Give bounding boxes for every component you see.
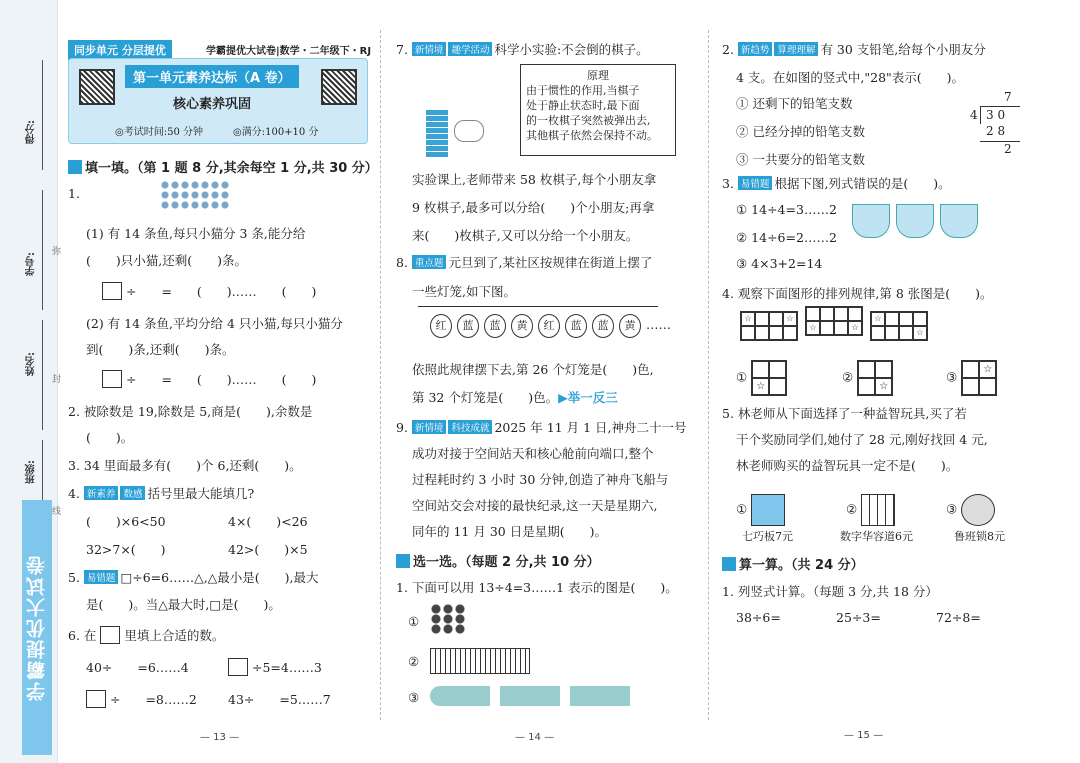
q2-text: ( )。: [86, 430, 134, 445]
q2-text: 2. 被除数是 19,除数是 5,商是( ),余数是: [68, 404, 313, 419]
q1b-equation[interactable]: ÷ = ( )…… ( ): [102, 370, 316, 388]
q7-text: 实验课上,老师带来 58 枚棋子,每个小朋友拿: [412, 172, 657, 187]
q5-text: 是( )。当△最大时,□是( )。: [86, 597, 281, 612]
q3-text: 3. 34 里面最多有( )个 6,还剩( )。: [68, 458, 302, 473]
q8-text: 依照此规律摆下去,第 26 个灯笼是( )色,: [412, 362, 654, 377]
lantern: 黄: [619, 314, 641, 338]
section-calculate: 算一算。（共 24 分）: [722, 554, 864, 573]
c3-q5-text: 林老师购买的益智玩具一定不是( )。: [736, 458, 959, 473]
toy-label: 数字华容道6元: [840, 530, 913, 543]
header-series: 学霸提优大试卷|数学・二年级下・RJ: [206, 46, 372, 57]
q8-text: 8. 重点题 元旦到了,某社区按规律在街道上摆了: [396, 255, 653, 270]
q9-text: 同年的 11 月 30 日是星期( )。: [412, 524, 607, 539]
q4-blank[interactable]: 4×( )<26: [228, 514, 308, 529]
lantern: 红: [538, 314, 560, 338]
q4-blank[interactable]: ( )×6<50: [86, 514, 166, 529]
name-label: 姓名:: [26, 352, 37, 376]
q7-text: 7. 新情境 趣学活动 科学小实验:不会倒的棋子。: [396, 42, 649, 57]
hand-icon: [454, 120, 484, 142]
toy-label: 七巧板7元: [742, 530, 793, 543]
cut-mark: 线: [52, 507, 62, 517]
q4-blank[interactable]: 32>7×( ): [86, 542, 166, 557]
pattern-grid: ☆ ☆: [740, 311, 798, 341]
c3-q4-option-2[interactable]: ② ☆: [842, 360, 893, 396]
division-quotient: 7: [1004, 90, 1012, 104]
c3-q3-text: 3. 易错题 根据下图,列式错误的是( )。: [722, 176, 951, 191]
toy-option-1[interactable]: ①: [736, 494, 785, 526]
plates-figure: [430, 686, 640, 706]
option-3[interactable]: ③: [408, 690, 420, 705]
toy-option-3[interactable]: ③: [946, 494, 995, 526]
lantern: 蓝: [457, 314, 479, 338]
score-line[interactable]: [42, 60, 43, 170]
brand-logo-vertical: 学霸提优大试卷: [22, 500, 52, 755]
pattern-grid: ☆ ☆: [870, 311, 928, 341]
exam-time: ◎考试时间:50 分钟: [115, 127, 203, 138]
chess-stack-icon: [426, 110, 448, 158]
q6-blank[interactable]: ÷5=4……3: [228, 658, 322, 676]
cut-mark: 封: [52, 375, 62, 385]
q1-number: 1.: [68, 186, 80, 201]
q5-text: 5. 易错题 □÷6=6……△,△最小是( ),最大: [68, 570, 319, 585]
header-tag: 同步单元 分层提优: [68, 40, 172, 60]
q6-text: 6. 在 里填上合适的数。: [68, 628, 225, 643]
unit-banner: [68, 58, 368, 144]
q1a-text: (1) 有 14 条鱼,每只小猫分 3 条,能分给: [86, 226, 306, 241]
c3-q3-option[interactable]: ③ 4×3+2=14: [736, 256, 823, 271]
pattern-grid: ☆ ☆: [805, 306, 863, 336]
class-line[interactable]: [42, 440, 43, 500]
c3-q3-option[interactable]: ① 14÷4=3……2: [736, 202, 837, 217]
division-remainder: 2: [1004, 142, 1012, 156]
option-2[interactable]: ②: [408, 654, 420, 669]
page-number: — 14 —: [515, 732, 555, 743]
toy-option-2[interactable]: ②: [846, 494, 895, 526]
q4-blank[interactable]: 42>( )×5: [228, 542, 308, 557]
score-label: 得分:: [26, 120, 37, 144]
c3-s3q1-text: 1. 列竖式计算。（每题 3 分,共 18 分）: [722, 584, 938, 599]
lantern-row: 红 蓝 蓝 黄 红 蓝 蓝 黄 ……: [430, 314, 671, 338]
lantern: 黄: [511, 314, 533, 338]
toy-label: 鲁班锁8元: [954, 530, 1005, 543]
division-product: 2 8: [986, 124, 1006, 138]
unit-title: 第一单元素养达标（A 卷）: [125, 65, 299, 88]
q6-blank[interactable]: ÷ =8……2: [86, 690, 197, 708]
calc-item[interactable]: 25÷3=: [836, 610, 881, 625]
student-id-label: 学号:: [26, 252, 37, 276]
fish-icon: [160, 180, 230, 210]
principle-box: 原理 由于惯性的作用,当棋子 处于静止状态时,最下面 的一枚棋子突然被弹出去, 其他棋子依然会保持不动。: [520, 64, 676, 156]
name-line[interactable]: [42, 320, 43, 430]
qr-code-icon[interactable]: [79, 69, 115, 105]
section-multiple-choice: 选一选。（每题 2 分,共 10 分）: [396, 551, 600, 570]
calc-item[interactable]: 38÷6=: [736, 610, 781, 625]
division-divisor: 4: [970, 108, 978, 122]
c3-q2-option[interactable]: ① 还剩下的铅笔支数: [736, 96, 853, 111]
unit-subtitle: 核心素养巩固: [173, 97, 252, 112]
c3-q4-option-1[interactable]: ① ☆: [736, 360, 787, 396]
option-1[interactable]: ①: [408, 614, 420, 629]
sticks-figure: [430, 648, 530, 674]
c3-q2-text: 4 支。在如图的竖式中,"28"表示( )。: [736, 70, 965, 85]
c3-q3-option[interactable]: ② 14÷6=2……2: [736, 230, 837, 245]
q7-text: 来( )枚棋子,又可以分给一个小朋友。: [412, 228, 639, 243]
calc-item[interactable]: 72÷8=: [936, 610, 981, 625]
column-divider: [708, 30, 709, 720]
cut-mark: 弥: [52, 247, 62, 257]
q9-text: 过程耗时约 3 小时 30 分钟,创造了神舟飞船与: [412, 472, 669, 487]
division-dividend: 3 0: [986, 108, 1006, 122]
flower-baskets: [852, 204, 984, 238]
long-division: [970, 90, 1030, 160]
q6-blank[interactable]: 40÷ =6……4: [86, 660, 189, 675]
class-label: 班级:: [26, 460, 37, 484]
related-practice-link[interactable]: ▶举一反三: [558, 390, 618, 405]
section-fill-in: 填一填。（第 1 题 8 分,其余每空 1 分,共 30 分）: [68, 157, 378, 176]
lantern: 蓝: [592, 314, 614, 338]
lantern: 蓝: [484, 314, 506, 338]
q7-text: 9 枚棋子,最多可以分给( )个小朋友;再拿: [412, 200, 655, 215]
c3-q2-text: 2. 新趋势 算理理解 有 30 支铅笔,给每个小朋友分: [722, 42, 986, 57]
s2q1-text: 1. 下面可以用 13÷4=3……1 表示的图是( )。: [396, 580, 678, 595]
q9-text: 成功对接于空间站天和核心舱前向端口,整个: [412, 446, 654, 461]
q1b-text: 到( )条,还剩( )条。: [86, 342, 235, 357]
q1a-text: ( )只小猫,还剩( )条。: [86, 253, 247, 268]
c3-q5-text: 干个奖励同学们,她付了 28 元,刚好找回 4 元,: [736, 432, 988, 447]
q6-blank[interactable]: 43÷ =5……7: [228, 692, 331, 707]
q9-text: 9. 新情境 科技成就 2025 年 11 月 1 日,神舟二十一号: [396, 420, 687, 435]
page-number: — 13 —: [200, 732, 240, 743]
c3-q5-text: 5. 林老师从下面选择了一种益智玩具,买了若: [722, 406, 967, 421]
full-score: ◎满分:100+10 分: [233, 127, 319, 138]
q8-text: 一些灯笼,如下图。: [412, 284, 516, 299]
pattern-sequence: [740, 306, 931, 341]
q9-text: 空间站交会对接的最快纪录,这一天是星期六,: [412, 498, 658, 513]
c3-q4-text: 4. 观察下面图形的排列规律,第 8 张图是( )。: [722, 286, 993, 301]
qr-code-icon[interactable]: [321, 69, 357, 105]
student-id-line[interactable]: [42, 190, 43, 310]
q4-text: 4. 新素养 数感 括号里最大能填几?: [68, 486, 255, 501]
lantern-string: [418, 306, 658, 307]
column-divider: [380, 30, 381, 720]
page-number: — 15 —: [844, 730, 884, 741]
q1a-equation[interactable]: ÷ = ( )…… ( ): [102, 282, 316, 300]
c3-q2-option[interactable]: ② 已经分掉的铅笔支数: [736, 124, 865, 139]
lantern: 红: [430, 314, 452, 338]
q8-text: 第 32 个灯笼是( )色。▶举一反三: [412, 390, 618, 405]
dots-figure: [430, 604, 466, 634]
q1b-text: (2) 有 14 条鱼,平均分给 4 只小猫,每只小猫分: [86, 316, 343, 331]
c3-q4-option-3[interactable]: ③ ☆: [946, 360, 997, 396]
c3-q2-option[interactable]: ③ 一共要分的铅笔支数: [736, 152, 865, 167]
lantern: 蓝: [565, 314, 587, 338]
